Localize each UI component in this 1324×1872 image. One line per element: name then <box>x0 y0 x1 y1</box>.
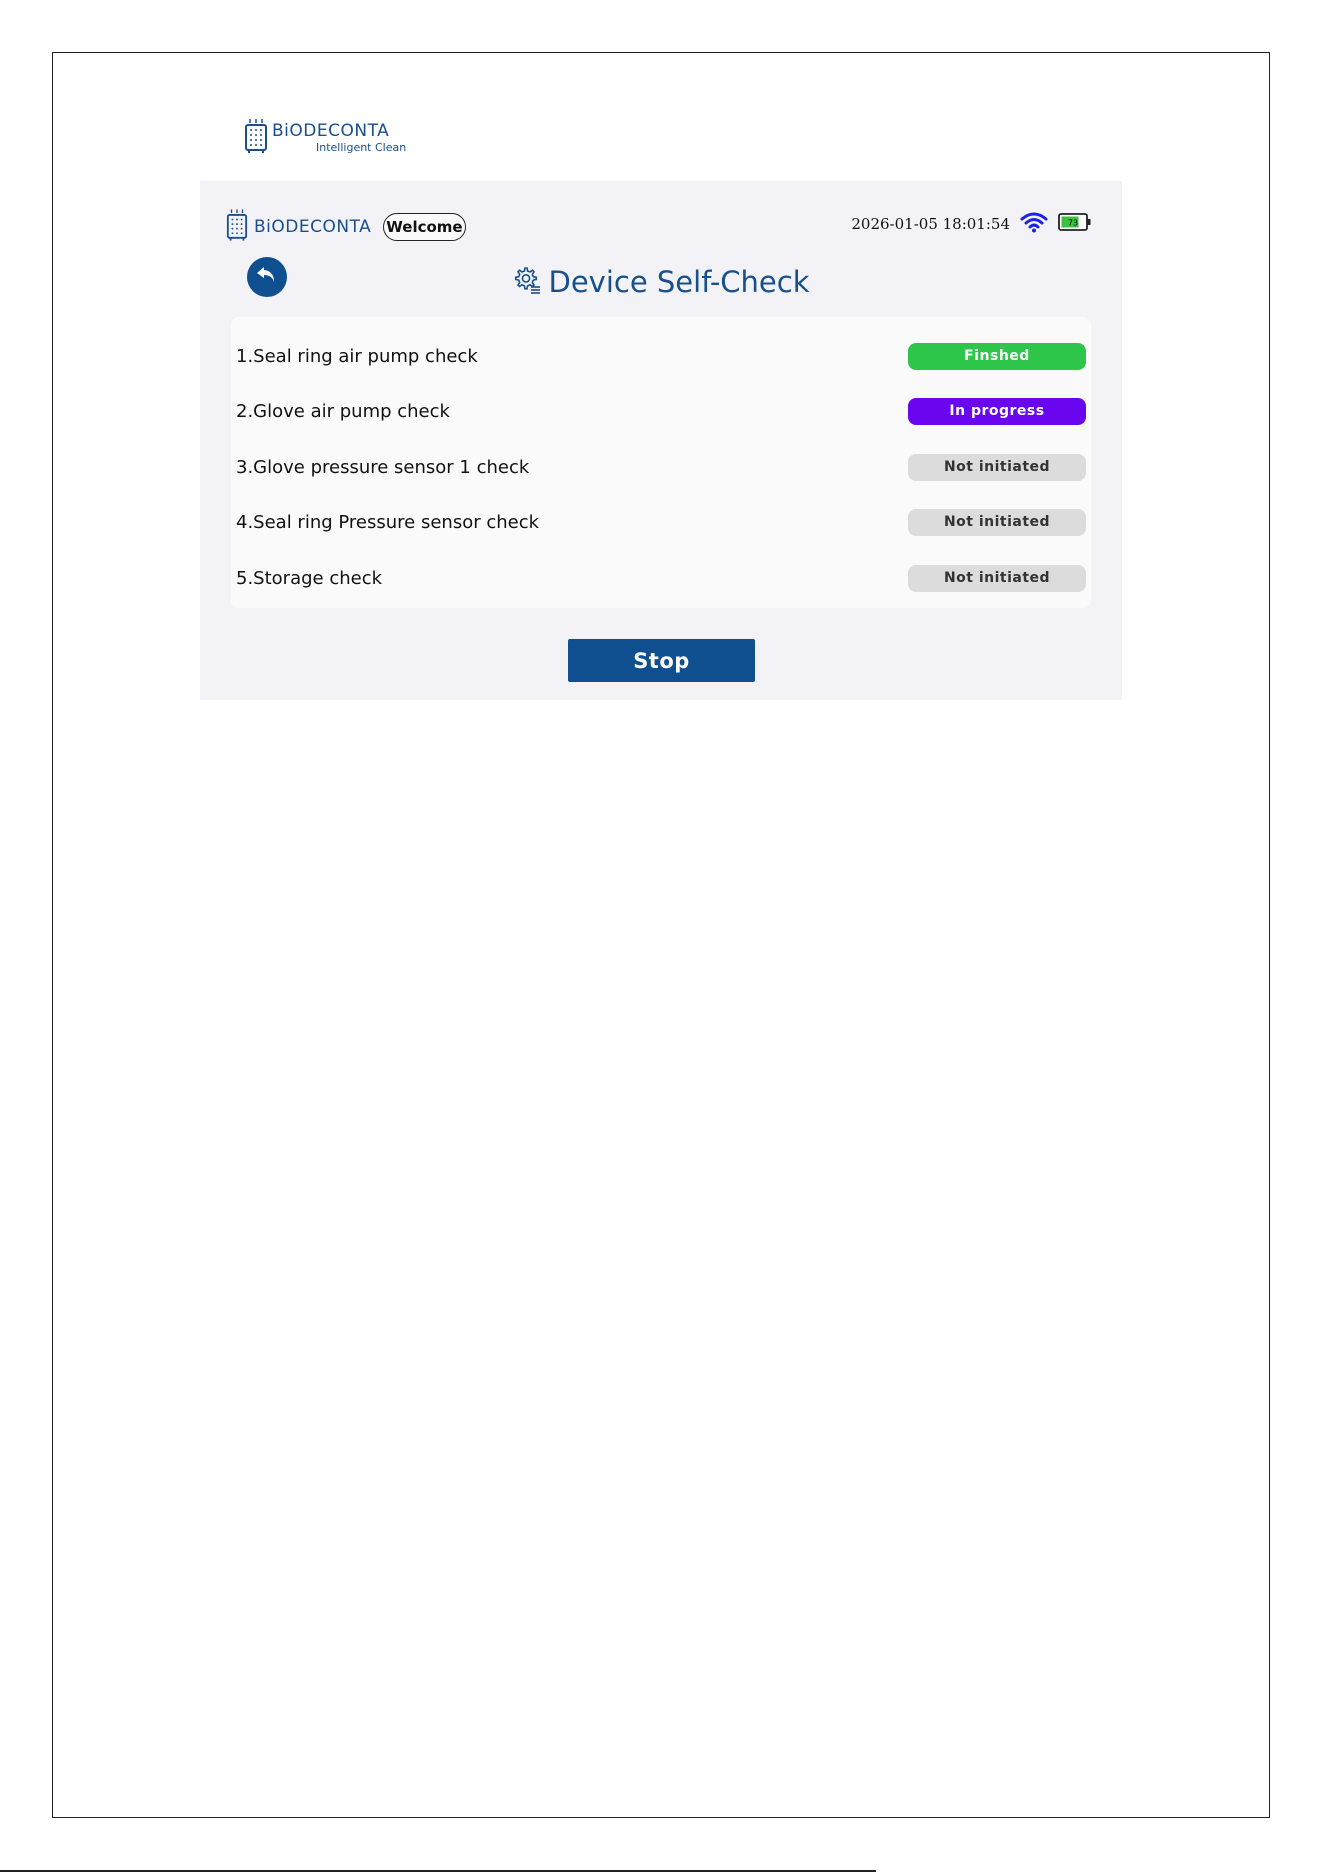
top-bar <box>226 207 466 247</box>
status-badge: Not initiated <box>908 565 1086 592</box>
document-brand-tagline: Intelligent Clean <box>316 141 407 154</box>
check-label: 4.Seal ring Pressure sensor check <box>236 511 540 533</box>
stop-button[interactable]: Stop <box>568 639 755 682</box>
check-row <box>236 563 1086 593</box>
status-badge: In progress <box>908 398 1086 425</box>
sterilizer-cabinet-icon <box>244 118 268 158</box>
check-label: 1.Seal ring air pump check <box>236 345 478 367</box>
device-screen <box>200 181 1122 700</box>
battery-level: 73 <box>1067 218 1079 228</box>
document-logo <box>244 118 406 158</box>
check-label: 3.Glove pressure sensor 1 check <box>236 456 530 478</box>
self-check-list <box>231 317 1091 608</box>
status-badge: Not initiated <box>908 454 1086 481</box>
page-title: Device Self-Check <box>548 265 810 299</box>
battery-icon <box>1058 212 1092 236</box>
status-badge: Not initiated <box>908 509 1086 536</box>
title-row <box>200 265 1122 299</box>
wifi-icon <box>1020 211 1048 237</box>
status-badge: Finshed <box>908 343 1086 370</box>
check-label: 2.Glove air pump check <box>236 400 450 422</box>
sterilizer-cabinet-icon <box>226 207 248 247</box>
datetime: 2026-01-05 18:01:54 <box>851 215 1010 233</box>
welcome-badge[interactable]: Welcome <box>383 213 465 241</box>
gear-list-icon <box>513 266 541 298</box>
document-brand-name: BiODECONTA <box>272 121 390 141</box>
check-row <box>236 396 1086 426</box>
check-label: 5.Storage check <box>236 567 383 589</box>
check-row <box>236 341 1086 371</box>
check-row <box>236 507 1086 537</box>
check-row <box>236 452 1086 482</box>
status-area <box>851 211 1092 237</box>
footer-divider <box>0 1870 876 1872</box>
header-brand-name: BiODECONTA <box>254 217 372 237</box>
